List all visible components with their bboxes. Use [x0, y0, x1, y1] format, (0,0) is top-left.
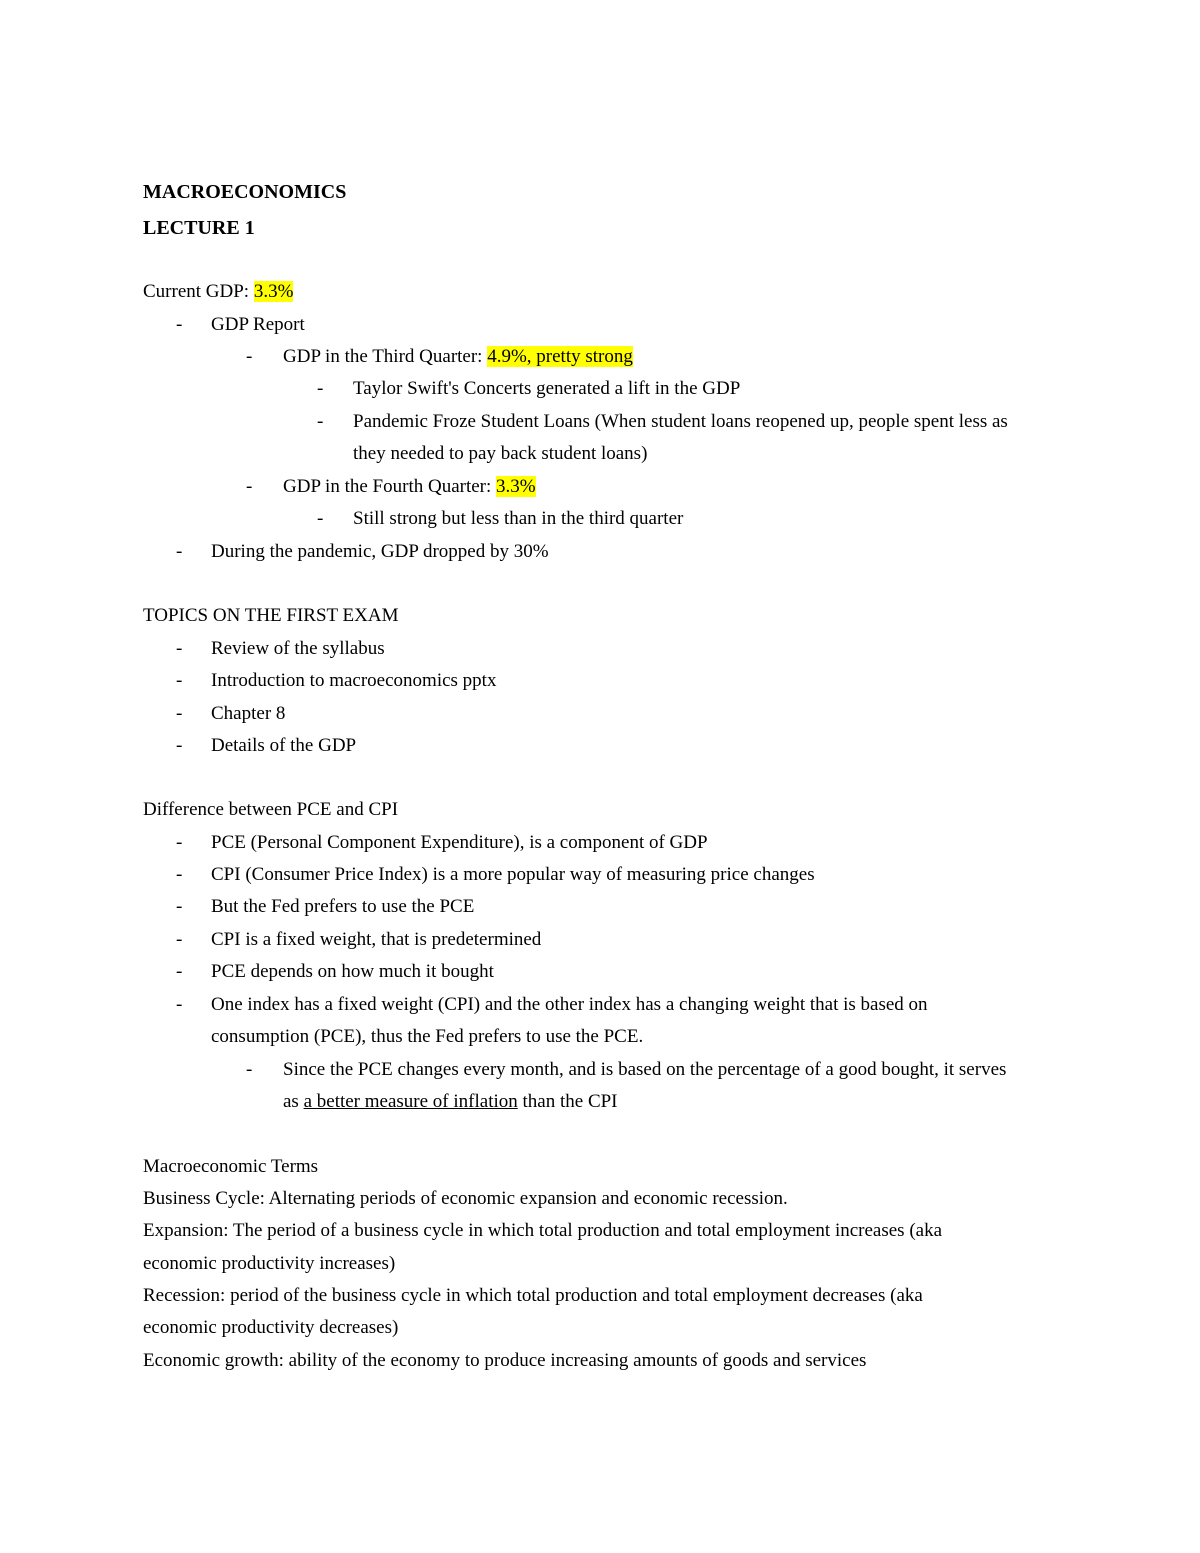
term-recession-line-1: Recession: period of the business cycle in which total production and total employment decreases (aka — [143, 1285, 923, 1306]
pce-cpi-item: CPI is a fixed weight, that is predetermined — [211, 929, 542, 950]
bullet-dash: - — [176, 541, 183, 562]
term-expansion-line-2: economic productivity increases) — [143, 1253, 396, 1274]
bullet-dash: - — [176, 864, 183, 885]
pce-cpi-heading: Difference between PCE and CPI — [143, 799, 399, 820]
bullet-dash: - — [176, 994, 183, 1015]
term-business-cycle: Business Cycle: Alternating periods of economic expansion and economic recession. — [143, 1188, 788, 1209]
term-recession-line-2: economic productivity decreases) — [143, 1317, 399, 1338]
bullet-dash: - — [176, 832, 183, 853]
bullet-dash: - — [176, 735, 183, 756]
bullet-dash: - — [246, 346, 253, 367]
bullet-dash: - — [246, 476, 253, 497]
topic-item: Review of the syllabus — [211, 638, 385, 659]
bullet-dash: - — [176, 314, 183, 335]
gdp-q3-item — [283, 346, 633, 368]
gdp-q4-value: 3.3% — [496, 476, 536, 497]
gdp-report-item: GDP Report — [211, 314, 305, 335]
bullet-dash: - — [317, 411, 324, 432]
current-gdp-value: 3.3% — [253, 281, 294, 302]
bullet-dash: - — [176, 670, 183, 691]
bullet-dash: - — [246, 1059, 253, 1080]
gdp-q3-note-2-line-2: they needed to pay back student loans) — [353, 443, 648, 464]
terms-heading: Macroeconomic Terms — [143, 1156, 319, 1177]
bullet-dash: - — [176, 961, 183, 982]
bullet-dash: - — [176, 638, 183, 659]
gdp-q3-value: 4.9%, pretty strong — [487, 346, 633, 367]
pce-cpi-last-line-2: consumption (PCE), thus the Fed prefers to use the PCE. — [211, 1026, 644, 1047]
current-gdp-label: Current GDP: — [143, 281, 254, 302]
bullet-dash: - — [317, 378, 324, 399]
gdp-q3-note-2-line-1: Pandemic Froze Student Loans (When student loans reopened up, people spent less as — [353, 411, 1008, 432]
topic-item: Introduction to macroeconomics pptx — [211, 670, 497, 691]
document-subtitle: LECTURE 1 — [143, 217, 255, 239]
gdp-q4-label: GDP in the Fourth Quarter: — [283, 476, 497, 497]
pce-sub-line-2 — [283, 1091, 618, 1113]
pce-sub-prefix: as — [283, 1091, 304, 1112]
pce-cpi-item: PCE (Personal Component Expenditure), is a component of GDP — [211, 832, 708, 853]
pce-sub-suffix: than the CPI — [517, 1091, 618, 1112]
term-expansion-line-1: Expansion: The period of a business cycle in which total production and total employment increases (aka — [143, 1220, 943, 1241]
gdp-q4-note: Still strong but less than in the third quarter — [353, 508, 684, 529]
bullet-dash: - — [317, 508, 324, 529]
current-gdp-line — [143, 281, 293, 303]
bullet-dash: - — [176, 703, 183, 724]
pce-cpi-item: PCE depends on how much it bought — [211, 961, 494, 982]
pce-cpi-last-line-1: One index has a fixed weight (CPI) and the other index has a changing weight that is based on — [211, 994, 928, 1015]
term-economic-growth: Economic growth: ability of the economy to produce increasing amounts of goods and services — [143, 1350, 867, 1371]
document-title: MACROECONOMICS — [143, 181, 347, 203]
topic-item: Chapter 8 — [211, 703, 286, 724]
pce-sub-underlined: a better measure of inflation — [303, 1091, 518, 1112]
pce-cpi-item: CPI (Consumer Price Index) is a more popular way of measuring price changes — [211, 864, 815, 885]
gdp-q4-item — [283, 476, 536, 498]
topics-heading: TOPICS ON THE FIRST EXAM — [143, 605, 399, 626]
topic-item: Details of the GDP — [211, 735, 357, 756]
gdp-q3-note-1: Taylor Swift's Concerts generated a lift in the GDP — [353, 378, 741, 399]
pce-cpi-item: But the Fed prefers to use the PCE — [211, 896, 475, 917]
bullet-dash: - — [176, 929, 183, 950]
pce-sub-line-1: Since the PCE changes every month, and is based on the percentage of a good bought, it serves — [283, 1059, 1007, 1080]
bullet-dash: - — [176, 896, 183, 917]
gdp-q3-label: GDP in the Third Quarter: — [283, 346, 488, 367]
gdp-pandemic-item: During the pandemic, GDP dropped by 30% — [211, 541, 549, 562]
